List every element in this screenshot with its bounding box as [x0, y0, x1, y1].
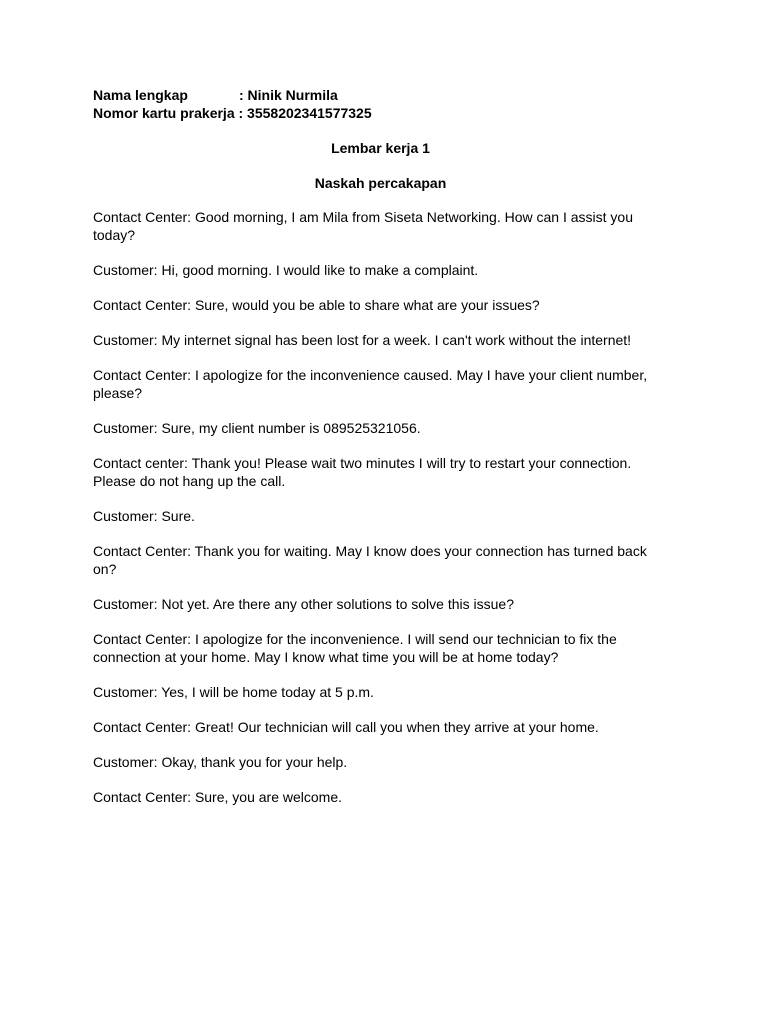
script-title: Naskah percakapan: [314, 175, 447, 191]
dialogue-line: Contact Center: I apologize for the inconvenience caused. May I have your client number, please?: [93, 367, 648, 401]
name-label: Nama lengkap: [93, 87, 188, 103]
dialogue-line: Contact Center: Thank you for waiting. May I know does your connection has turned back on?: [93, 543, 647, 577]
conversation: [93, 208, 668, 806]
dialogue-line: Contact Center: I apologize for the inconvenience. I will send our technician to fix the connection at your home. May I know what time you will be at home today?: [93, 631, 617, 665]
card-number-value: : 3558202341577325: [238, 105, 372, 121]
dialogue-line: Customer: Sure.: [93, 508, 195, 524]
dialogue-line: Customer: Yes, I will be home today at 5 p.m.: [93, 684, 374, 700]
dialogue-line: Contact Center: Sure, you are welcome.: [93, 789, 343, 805]
dialogue-line: Customer: My internet signal has been lost for a week. I can't work without the internet!: [93, 332, 632, 348]
name-row: [93, 86, 668, 104]
name-value: : Ninik Nurmila: [239, 87, 338, 103]
document-page: [93, 86, 668, 823]
dialogue-line: Contact center: Thank you! Please wait two minutes I will try to restart your connection. Please do not hang up the call.: [93, 455, 632, 489]
dialogue-line: Customer: Sure, my client number is 089525321056.: [93, 420, 421, 436]
dialogue-line: Contact Center: Sure, would you be able to share what are your issues?: [93, 297, 540, 313]
dialogue-line: Customer: Hi, good morning. I would like to make a complaint.: [93, 262, 479, 278]
worksheet-title: Lembar kerja 1: [331, 140, 430, 156]
dialogue-line: Customer: Okay, thank you for your help.: [93, 754, 348, 770]
card-number-label: Nomor kartu prakerja: [93, 105, 235, 121]
dialogue-line: Customer: Not yet. Are there any other solutions to solve this issue?: [93, 596, 514, 612]
dialogue-line: Contact Center: Good morning, I am Mila from Siseta Networking. How can I assist you today?: [93, 209, 633, 243]
card-number-row: [93, 104, 668, 122]
dialogue-line: Contact Center: Great! Our technician will call you when they arrive at your home.: [93, 719, 599, 735]
